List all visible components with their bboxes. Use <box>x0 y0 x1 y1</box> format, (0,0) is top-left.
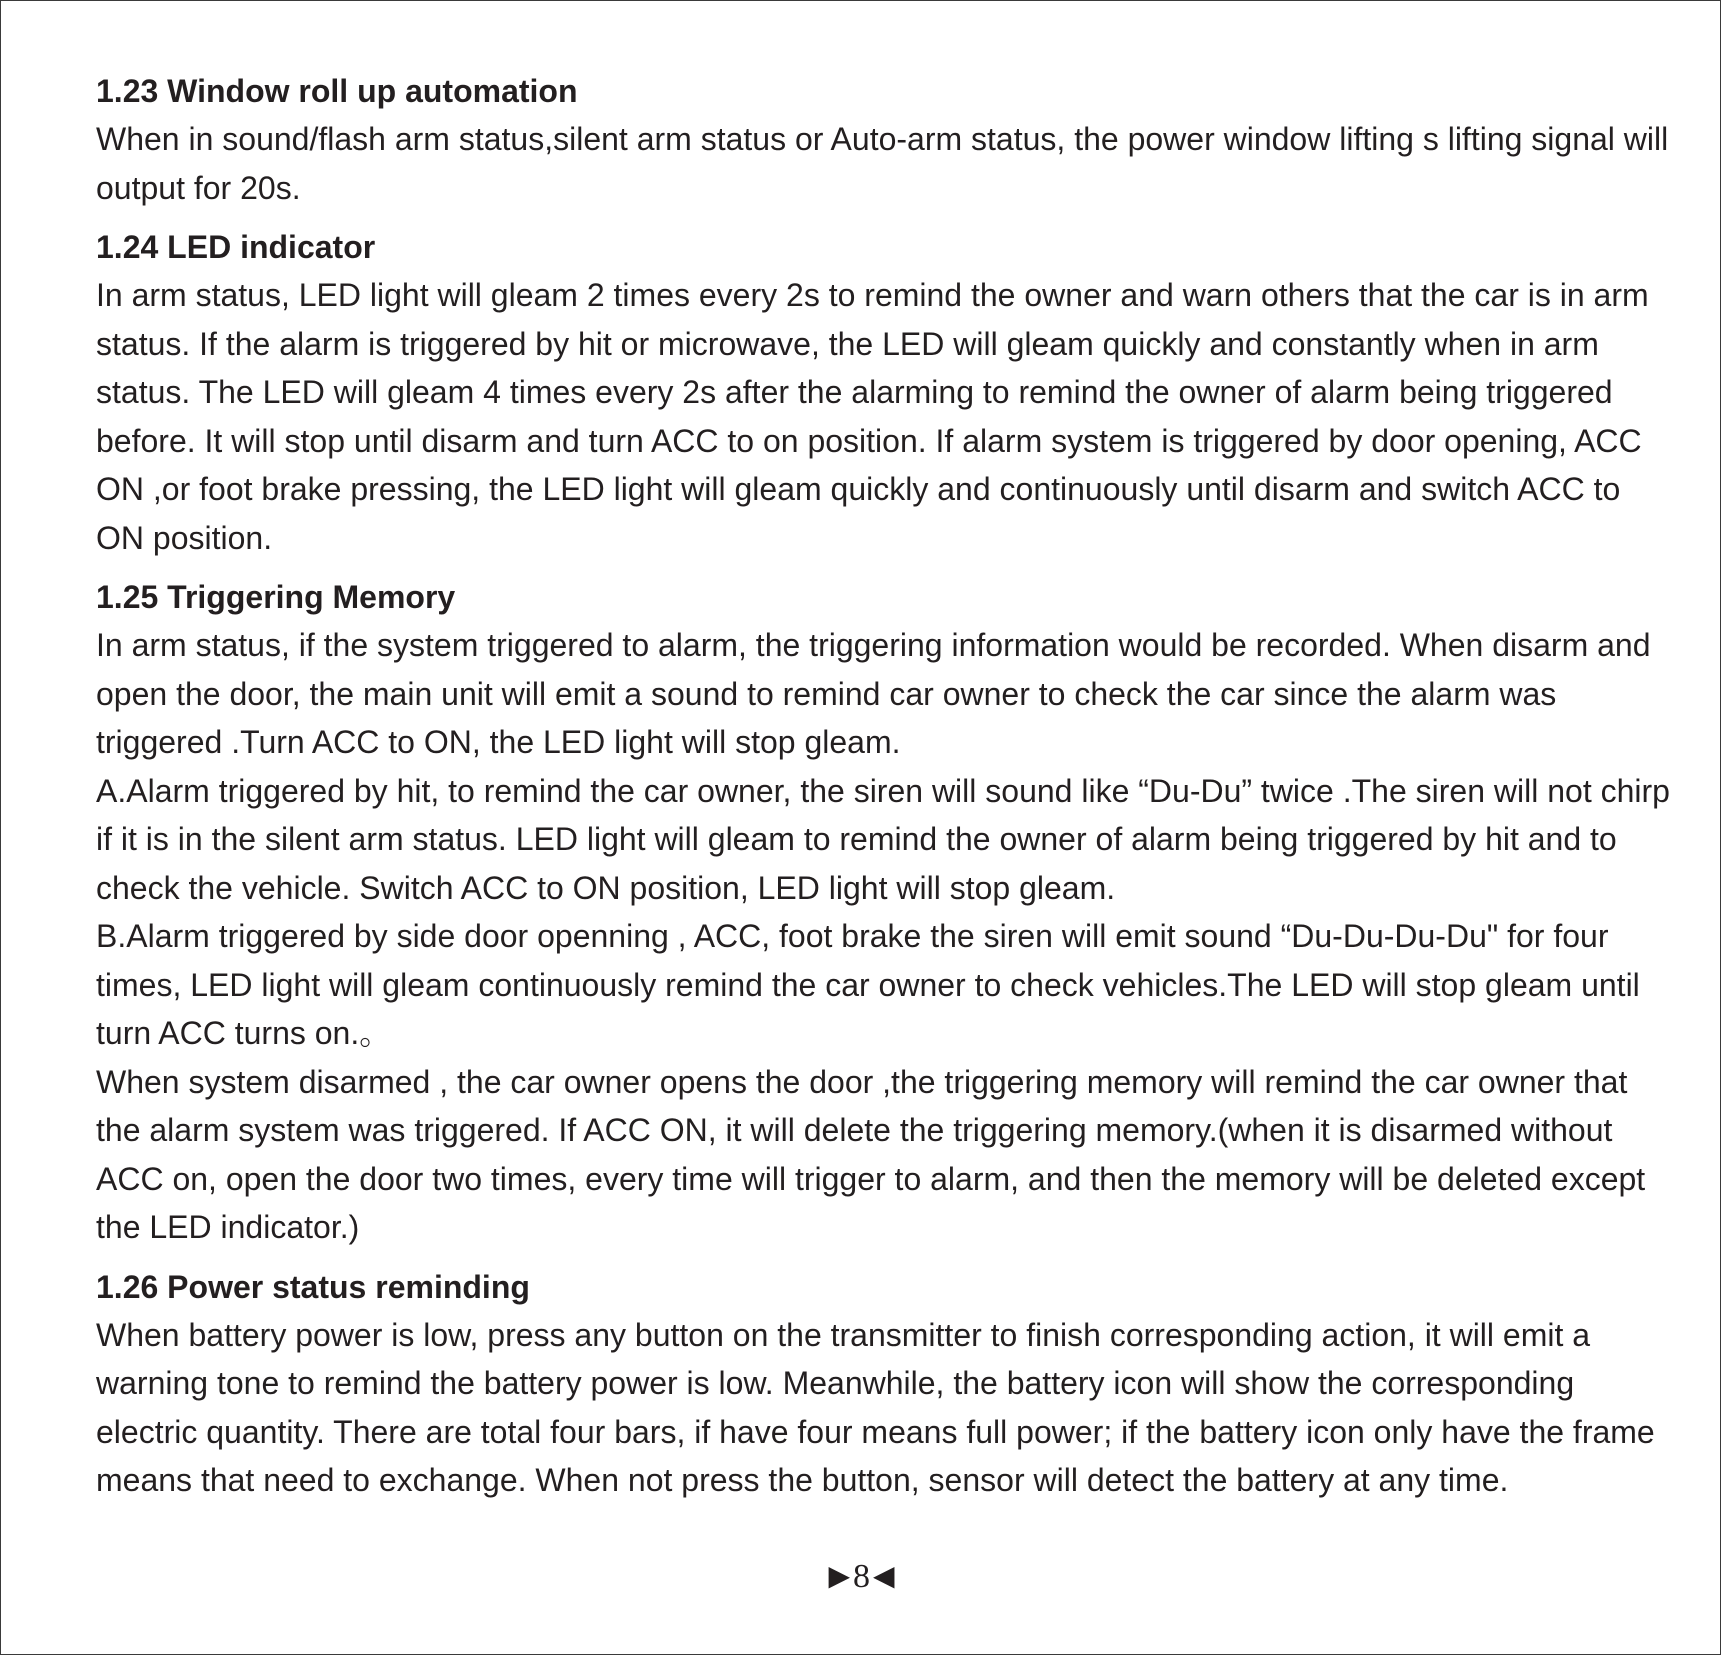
section-paragraph: A.Alarm triggered by hit, to remind the car owner, the siren will sound like “Du-Du” twice .The siren will not chirp if it is in the silent arm status. LED light will gleam to remind the owner of alarm being triggered by hit and to check the vehicle. Switch ACC to ON position, LED light will stop gleam. <box>96 772 1670 906</box>
triangle-right-icon: ▶ <box>828 1559 850 1592</box>
section-heading: 1.25 Triggering Memory <box>96 579 456 615</box>
page-content <box>96 67 1676 1505</box>
section-window-roll-up <box>96 67 1676 212</box>
section-paragraph: When battery power is low, press any button on the transmitter to finish corresponding action, it will emit a warning tone to remind the battery power is low. Meanwhile, the battery icon will show the corresponding electric quantity. There are total four bars, if have four means full power; if the battery icon only have the frame means that need to exchange. When not press the button, sensor will detect the battery at any time. <box>96 1316 1655 1498</box>
section-power-status <box>96 1263 1676 1505</box>
section-paragraph: In arm status, if the system triggered to alarm, the triggering information would be recorded. When disarm and open the door, the main unit will emit a sound to remind car owner to check the car since the alarm was triggered .Turn ACC to ON, the LED light will stop gleam. <box>96 627 1651 760</box>
page-footer <box>1 1556 1721 1597</box>
section-paragraph: B.Alarm triggered by side door openning , ACC, foot brake the siren will emit sound “Du-Du-Du-Du" for four times, LED light will gleam continuously remind the car owner to check vehicles.The LED will stop gleam until turn ACC turns on.。 <box>96 918 1640 1051</box>
page-number: 8 <box>853 1558 870 1595</box>
section-heading: 1.26 Power status reminding <box>96 1268 530 1305</box>
section-paragraph: When system disarmed , the car owner opens the door ,the triggering memory will remind the car owner that the alarm system was triggered. If ACC ON, it will delete the triggering memory.(when it is disarmed without ACC on, open the door two times, every time will trigger to alarm, and then the memory will be deleted except the LED indicator.) <box>96 1063 1646 1245</box>
section-paragraph: When in sound/flash arm status,silent arm status or Auto-arm status, the power window lifting s lifting signal will output for 20s. <box>96 121 1669 206</box>
section-heading: 1.23 Window roll up automation <box>96 73 578 109</box>
section-heading: 1.24 LED indicator <box>96 229 376 265</box>
section-paragraph: In arm status, LED light will gleam 2 times every 2s to remind the owner and warn others that the car is in arm status. If the alarm is triggered by hit or microwave, the LED will gleam quickly and constantly when in arm status. The LED will gleam 4 times every 2s after the alarming to remind the owner of alarm being triggered before. It will stop until disarm and turn ACC to on position. If alarm system is triggered by door opening, ACC ON ,or foot brake pressing, the LED light will gleam quickly and continuously until disarm and switch ACC to ON position. <box>96 277 1649 556</box>
section-triggering-memory <box>96 573 1676 1252</box>
section-led-indicator <box>96 223 1676 562</box>
triangle-left-icon: ◀ <box>873 1559 895 1592</box>
